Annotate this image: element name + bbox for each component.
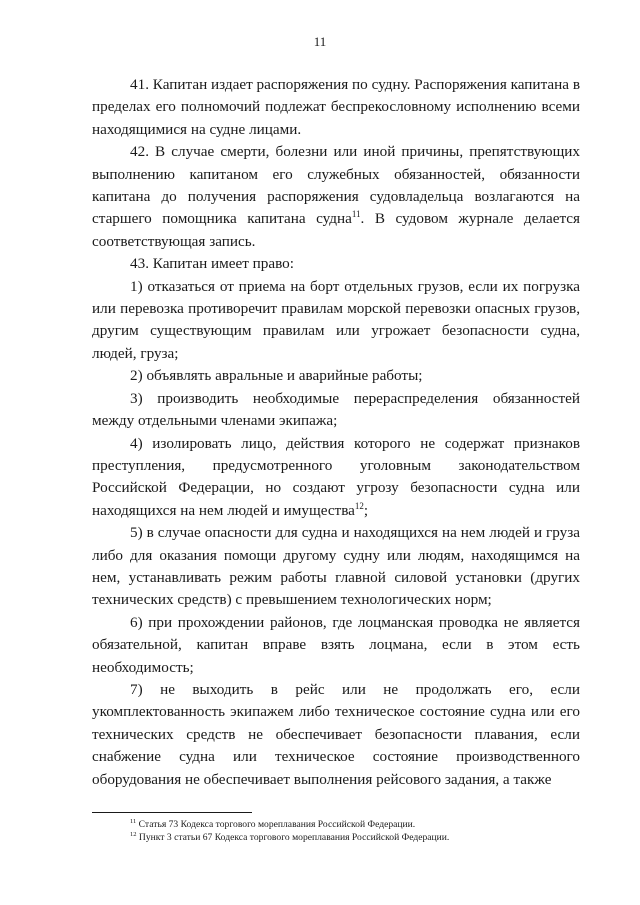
footnote-11: $^{11}$ Статья 73 Кодекса торгового мореплавания Российской Федерации. — [130, 817, 416, 830]
footnote-ref-12[interactable]: 12 — [354, 500, 364, 511]
footnote-divider — [92, 812, 252, 813]
paragraph-43: 43. Капитан имеет право: — [130, 255, 294, 273]
list-item-6: 6) при прохождении районов, где лоцманская проводка не является обязательной, капитан вправе взять лоцмана, если в этом есть необходимость; — [92, 613, 580, 676]
page-number: 11 — [313, 34, 327, 49]
list-item-7: 7) не выходить в рейс или не продолжать его, если укомплектованность экипажем либо техническое состояние судна или его технических средств не обеспечивает безопасности плавания, если снабжение судна или техническое состояние производственного оборудования не обеспечивает выполнения рейсового задания, а также — [92, 680, 580, 788]
list-item-5: 5) в случае опасности для судна и находящихся на нем людей и груза либо для оказания помощи другому судну или людям, находящимся на нем, устанавливать режим работы главной силовой установки (других технических средств) с превышением технологических норм; — [92, 524, 580, 609]
list-item-3: 3) производить необходимые перераспределения обязанностей между отдельными членами экипажа; — [92, 389, 580, 430]
list-item-2: 2) объявлять авральные и аварийные работы; — [130, 367, 423, 385]
footnote-ref-11[interactable]: 11 — [351, 209, 361, 220]
paragraph-41: 41. Капитан издает распоряжения по судну. Распоряжения капитана в пределах его полномочий подлежат беспрекословному исполнению всеми находящимися на судне лицами. — [92, 76, 580, 138]
list-item-1: 1) отказаться от приема на борт отдельных грузов, если их погрузка или перевозка противоречит правилам морской перевозки опасных грузов, другим существующим правилам или угрожает безопасности судна, людей, груза; — [92, 277, 580, 362]
paragraph-42: 42. В случае смерти, болезни или иной причины, препятствующих выполнению капитаном его служебных обязанностей, обязанности капитана до получения распоряжения судовладельца возлагаются на старшего помощника капитана судна$^{11}$. В судовом журнале делается соответствующая запись. — [92, 143, 580, 250]
document-body — [92, 74, 580, 791]
footnotes — [130, 818, 580, 844]
list-item-4: 4) изолировать лицо, действия которого не содержат признаков преступления, предусмотренного уголовным законодательством Российской Федерации, но создают угрозу безопасности судна или находящихся на нем людей и имущества$^{12}$; — [92, 434, 580, 519]
footnote-12: $^{12}$ Пункт 3 статьи 67 Кодекса торгового мореплавания Российской Федерации. — [130, 830, 450, 843]
